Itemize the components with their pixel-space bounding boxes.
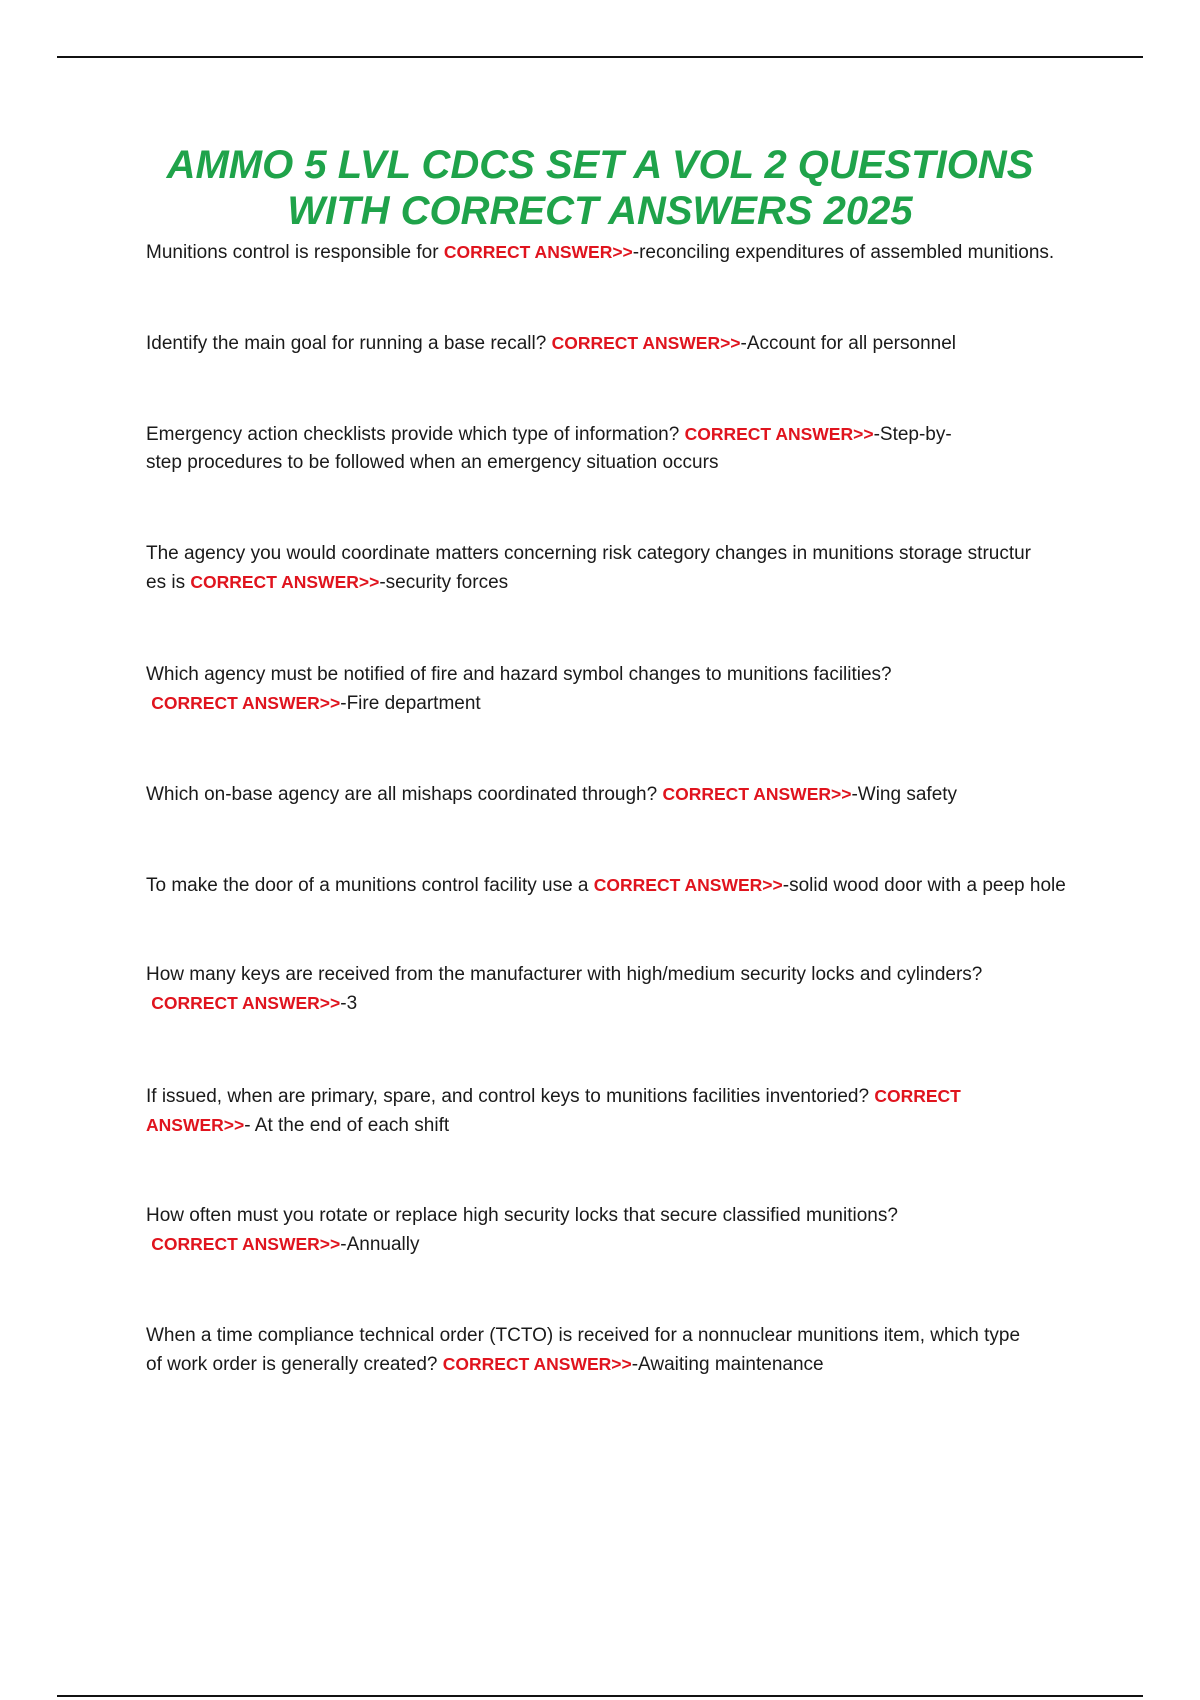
qa-item-6 — [146, 780, 1106, 809]
answer-text: -Step-by- — [873, 424, 952, 445]
qa-line — [146, 1082, 1106, 1111]
document-title — [0, 142, 1200, 234]
correct-answer-marker: CORRECT ANSWER>> — [151, 993, 341, 1013]
qa-item-9 — [146, 1082, 1106, 1140]
qa-line — [146, 1350, 1106, 1379]
correct-answer-marker-part-1: CORRECT — [874, 1086, 961, 1106]
question-text: Munitions control is responsible for — [146, 242, 444, 263]
correct-answer-marker: CORRECT ANSWER>> — [190, 572, 380, 592]
qa-line — [146, 1230, 1106, 1259]
question-text: Which agency must be notified of fire and hazard symbol changes to munitions facilities? — [146, 664, 892, 685]
correct-answer-marker: CORRECT ANSWER>> — [593, 875, 783, 895]
title-line-2: WITH CORRECT ANSWERS 2025 — [287, 189, 913, 233]
question-text: How many keys are received from the manufacturer with high/medium security locks and cylinders? — [146, 964, 983, 985]
correct-answer-marker: CORRECT ANSWER>> — [151, 693, 341, 713]
question-text: Which on-base agency are all mishaps coordinated through? — [146, 784, 663, 805]
correct-answer-marker: CORRECT ANSWER>> — [442, 1354, 632, 1374]
correct-answer-marker: CORRECT ANSWER>> — [151, 1234, 341, 1254]
answer-text: -reconciling expenditures of assembled munitions. — [632, 242, 1055, 263]
qa-item-7 — [146, 871, 1106, 900]
answer-text: -Awaiting maintenance — [631, 1354, 824, 1375]
qa-line — [146, 568, 1106, 597]
answer-continuation: step procedures to be followed when an emergency situation occurs — [146, 452, 719, 473]
question-text: When a time compliance technical order (TCTO) is received for a nonnuclear munitions item, which type — [146, 1325, 1021, 1346]
question-continuation: of work order is generally created? — [146, 1354, 443, 1375]
qa-line — [146, 989, 1106, 1018]
answer-text: -Fire department — [340, 693, 481, 714]
correct-answer-marker: CORRECT ANSWER>> — [684, 424, 874, 444]
answer-text: -Wing safety — [851, 784, 958, 805]
qa-item-2 — [146, 329, 1106, 358]
question-text: How often must you rotate or replace high security locks that secure classified munitions? — [146, 1205, 898, 1226]
answer-text: -3 — [340, 993, 358, 1014]
correct-answer-marker: CORRECT ANSWER>> — [551, 333, 741, 353]
correct-answer-marker: CORRECT ANSWER>> — [443, 242, 633, 262]
qa-line — [146, 1111, 1106, 1140]
qa-item-5 — [146, 661, 1106, 718]
title-line-1: AMMO 5 LVL CDCS SET A VOL 2 QUESTIONS — [166, 143, 1034, 187]
question-text: If issued, when are primary, spare, and control keys to munitions facilities inventoried? — [146, 1086, 875, 1107]
qa-item-4 — [146, 540, 1106, 597]
correct-answer-marker: CORRECT ANSWER>> — [662, 784, 852, 804]
top-rule — [57, 56, 1143, 58]
qa-item-3 — [146, 420, 1106, 477]
qa-item-1 — [146, 238, 1106, 267]
answer-text: -solid wood door with a peep hole — [782, 875, 1066, 896]
answer-text: -Account for all personnel — [740, 333, 956, 354]
bottom-rule — [57, 1695, 1143, 1697]
correct-answer-marker-part-2: ANSWER>> — [146, 1115, 245, 1135]
qa-item-8 — [146, 961, 1106, 1018]
answer-text: -Annually — [340, 1234, 420, 1255]
question-text: Identify the main goal for running a base recall? — [146, 333, 552, 354]
qa-item-11 — [146, 1322, 1106, 1379]
qa-line — [146, 420, 1106, 449]
question-text: Emergency action checklists provide which type of information? — [146, 424, 685, 445]
qa-line — [146, 689, 1106, 718]
question-continuation: es is — [146, 572, 191, 593]
question-text: The agency you would coordinate matters concerning risk category changes in munitions storage structur — [146, 543, 1032, 564]
question-text: To make the door of a munitions control facility use a — [146, 875, 594, 896]
qa-item-10 — [146, 1202, 1106, 1259]
answer-text: - At the end of each shift — [244, 1115, 450, 1136]
answer-text: -security forces — [379, 572, 509, 593]
